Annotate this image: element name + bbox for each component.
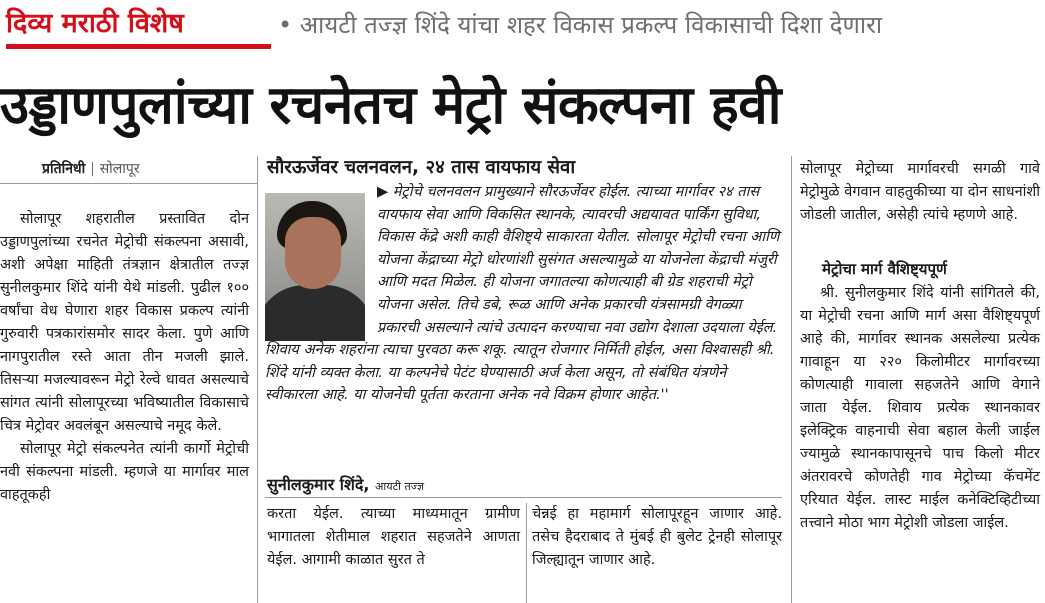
right-paragraph-2: श्री. सुनीलकुमार शिंदे यांनी सांगितले की, या मेट्रोची रचना आणि मार्ग असा वैशिष्ट्यपूर्ण आहे की, मार्गावर स्थानक असलेल्या प्रत्येक गावाहून या २२० किलोमीटर मार्गावरच्या कोणत्याही गावाला सहजतेने आणि वेगाने जाता येईल. शिवाय प्रत्येक स्थानकावर इलेक्ट्रिक वाहनाची सेवा बहाल केली जाईल ज्यामुळे स्थानकापासूनचे पाच किलो मीटर अंतरावरचे कोणतेही गाव मेट्रोच्या कॅचमेंट एरियात येईल. लास्ट माईल कनेक्टिव्हिटीच्या तत्त्वाने मोठा भाग मेट्रोशी जोडला जाईल. (800, 285, 1040, 531)
section-rule-middle (265, 497, 782, 498)
byline (42, 159, 140, 178)
quote-block (265, 181, 781, 407)
signature (267, 473, 424, 495)
left-column (0, 208, 249, 507)
brand-label: दिव्य मराठी विशेष (6, 8, 184, 39)
signature-role: आयटी तज्ज्ञ (374, 480, 425, 493)
middle-bottom-text-right: चेन्नई हा महामार्ग सोलापूरहून जाणार आहे. तसेच हैदराबाद ते मुंबई ही बुलेट ट्रेनही सोलापूर जिल्ह्यातून जाणार आहे. (532, 506, 782, 568)
right-column-bottom (800, 282, 1040, 535)
column-rule-left (257, 156, 258, 603)
brand-underline (6, 44, 271, 49)
left-paragraph-2: सोलापूर मेट्रो संकल्पनेत त्यांनी कार्गो मेट्रोची नवी संकल्पना मांडली. म्हणजे या मार्गावर माल वाहतूकही (0, 441, 249, 503)
byline-author: प्रतिनिधी (42, 161, 86, 177)
column-rule-bottom-middle (526, 503, 527, 603)
right-subhead: मेट्रोचा मार्ग वैशिष्ट्यपूर्ण (822, 260, 947, 278)
right-column-top (800, 158, 1040, 227)
kicker-text: • आयटी तज्ज्ञ शिंदे यांचा शहर विकास प्रकल्प विकासाची दिशा देणारा (278, 11, 883, 39)
left-paragraph-1: सोलापूर शहरातील प्रस्तावित दोन उड्डाणपुलांच्या रचनेत मेट्रोची संकल्पना असावी, अशी अपेक्षा माहिती तंत्रज्ञान क्षेत्रातील तज्ज्ञ सुनीलकुमार शिंदे यांनी येथे मांडली. पुढील १०० वर्षांचा वेध घेणारा शहर विकास प्रकल्प त्यांनी गुरुवारी पत्रकारांसमोर सादर केला. पुणे आणि नागपुरातील रस्ते आता तीन मजली झाले. तिसऱ्या मजल्यावरून मेट्रो रेल्वे धावत असल्याचे सांगत त्यांनी सोलापूरच्या भविष्यातील विकासाचे चित्र मेट्रोवर अवलंबून असल्याचे नमूद केले. (0, 211, 249, 434)
signature-name: सुनीलकुमार शिंदे, (267, 475, 370, 494)
quote-arrow-icon: ▶ (377, 184, 389, 200)
column-rule-right (791, 156, 792, 603)
byline-rule (0, 183, 257, 184)
middle-bottom-text-left: करता येईल. त्याच्या माध्यमातून ग्रामीण भागातला शेतीमाल शहरात सहजतेने आणता येईल. आगामी काळात सुरत ते (267, 506, 520, 568)
middle-subhead: सौरऊर्जेवर चलनवलन, २४ तास वायफाय सेवा (267, 157, 576, 178)
byline-separator: | (90, 161, 95, 177)
byline-location: सोलापूर (99, 161, 140, 177)
headline: उड्डाणपुलांच्या रचनेतच मेट्रो संकल्पना हवी (0, 75, 781, 136)
quote-text: मेट्रोचे चलनवलन प्रामुख्याने सौरऊर्जेवर होईल. त्याच्या मार्गावर २४ तास वायफाय सेवा आणि विकसित स्थानके, त्यावरची अद्ययावत पार्किंग सुविधा, विकास केंद्रे अशी काही वैशिष्ट्ये साकारता येतील. सोलापूर मेट्रोची रचना आणि योजना केंद्राच्या मेट्रो धोरणांशी सुसंगत असल्यामुळे या योजनेला केंद्राची मंजुरी आणि मदत मिळेल. ही योजना जगातल्या कोणत्याही बी ग्रेड शहराची मेट्रो योजना असेल. तिचे डबे, रूळ आणि अनेक प्रकारची यंत्रसामग्री वेगळ्या प्रकारची असल्याने त्यांचे उत्पादन करण्याचा नवा उद्योग देशाला उदयाला येईल. शिवाय अनेक शहरांना त्याचा पुरवठा करू शकू. त्यातून रोजगार निर्मिती होईल, असा विश्वासही श्री. शिंदे यांनी व्यक्त केला. या कल्पनेचे पेटंट घेण्यासाठी अर्ज केला असून, तो संबंधित यंत्रणेने स्वीकारला आहे. या योजनेची पूर्तता करताना अनेक नवे विक्रम होणार आहेत.'' (265, 184, 780, 404)
kicker-bar (0, 0, 1045, 52)
right-paragraph-1: सोलापूर मेट्रोच्या मार्गावरची सगळी गावे मेट्रोमुळे वेगवान वाहतुकीच्या या दोन साधनांशी जोडली जातील, असेही त्यांचे म्हणणे आहे. (800, 161, 1040, 223)
